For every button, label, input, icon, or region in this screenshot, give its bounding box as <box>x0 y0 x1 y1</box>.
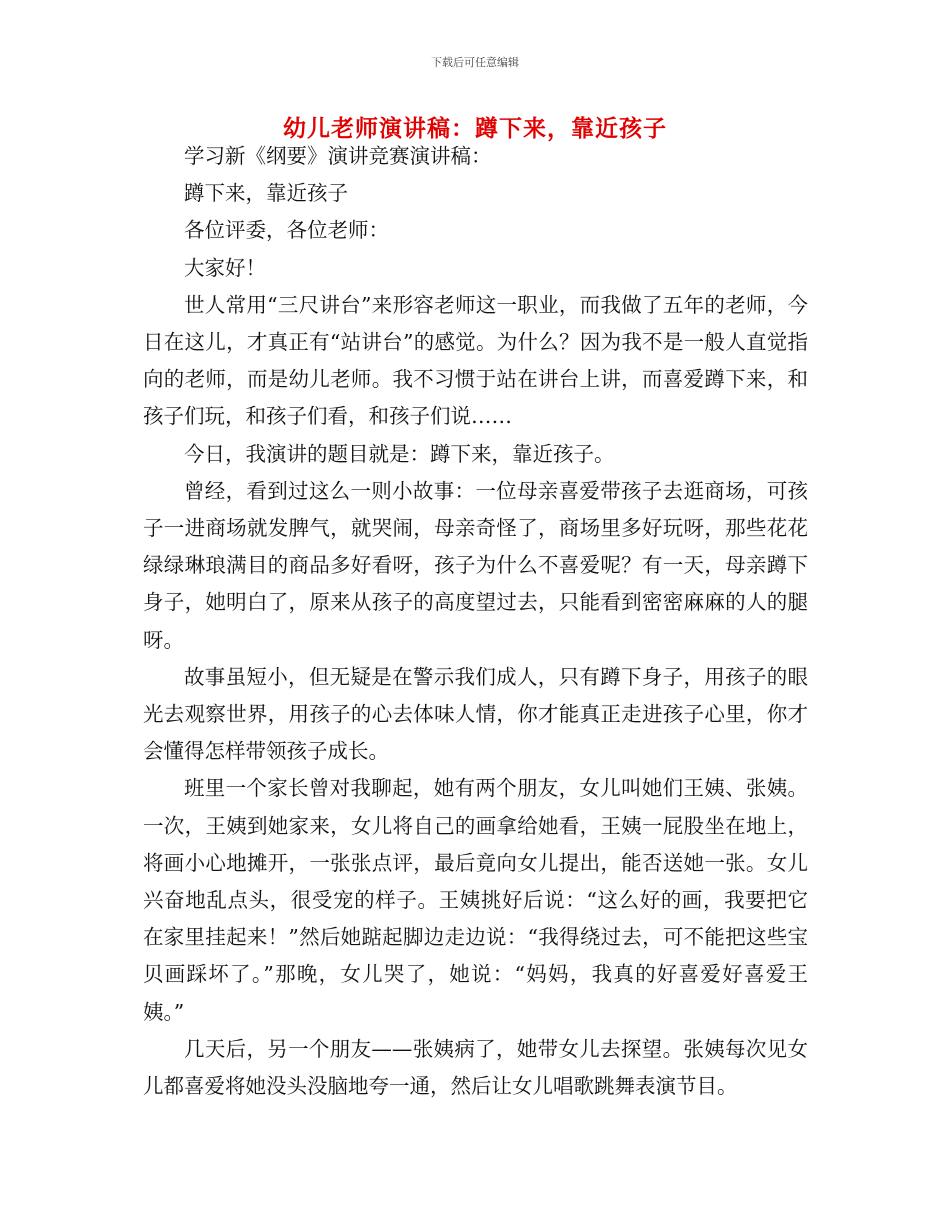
paragraph: 世人常用“三尺讲台”来形容老师这一职业，而我做了五年的老师，今日在这儿，才真正有“站讲台”的感觉。为什么？因为我不是一般人直觉指向的老师，而是幼儿老师。我不习惯于站在讲台上讲，而喜爱蹲下来，和孩子们玩，和孩子们看，和孩子们说…… <box>143 292 808 429</box>
paragraph: 蹲下来，靠近孩子 <box>184 181 348 206</box>
document-body <box>143 138 808 1105</box>
paragraph: 故事虽短小，但无疑是在警示我们成人，只有蹲下身子，用孩子的眼光去观察世界，用孩子的心去体味人情，你才能真正走进孩子心里，你才会懂得怎样带领孩子成长。 <box>143 664 808 764</box>
page-header-note: 下载后可任意编辑 <box>431 56 519 69</box>
document-title: 幼儿老师演讲稿：蹲下来，靠近孩子 <box>283 116 667 142</box>
paragraph: 班里一个家长曾对我聊起，她有两个朋友，女儿叫她们王姨、张姨。一次，王姨到她家来，女儿将自己的画拿给她看，王姨一屁股坐在地上，将画小心地摊开，一张张点评，最后竟向女儿提出，能否送她一张。女儿兴奋地乱点头，很受宠的样子。王姨挑好后说：“这么好的画，我要把它在家里挂起来！”然后她踮起脚边走边说：“我得绕过去，可不能把这些宝贝画踩坏了。”那晚，女儿哭了，她说：“妈妈，我真的好喜爱好喜爱王姨。” <box>143 776 808 1024</box>
paragraph: 学习新《纲要》演讲竞赛演讲稿： <box>184 144 492 168</box>
paragraph: 几天后，另一个朋友——张姨病了，她带女儿去探望。张姨每次见女儿都喜爱将她没头没脑地夸一通，然后让女儿唱歌跳舞表演节目。 <box>143 1036 808 1099</box>
paragraph: 曾经，看到过这么一则小故事：一位母亲喜爱带孩子去逛商场，可孩子一进商场就发脾气，就哭闹，母亲奇怪了，商场里多好玩呀，那些花花绿绿琳琅满目的商品多好看呀，孩子为什么不喜爱呢？有一天，母亲蹲下身子，她明白了，原来从孩子的高度望过去，只能看到密密麻麻的人的腿呀。 <box>143 478 808 652</box>
paragraph: 大家好！ <box>184 255 266 280</box>
paragraph: 各位评委，各位老师： <box>184 218 389 243</box>
paragraph: 今日，我演讲的题目就是：蹲下来，靠近孩子。 <box>184 441 615 466</box>
